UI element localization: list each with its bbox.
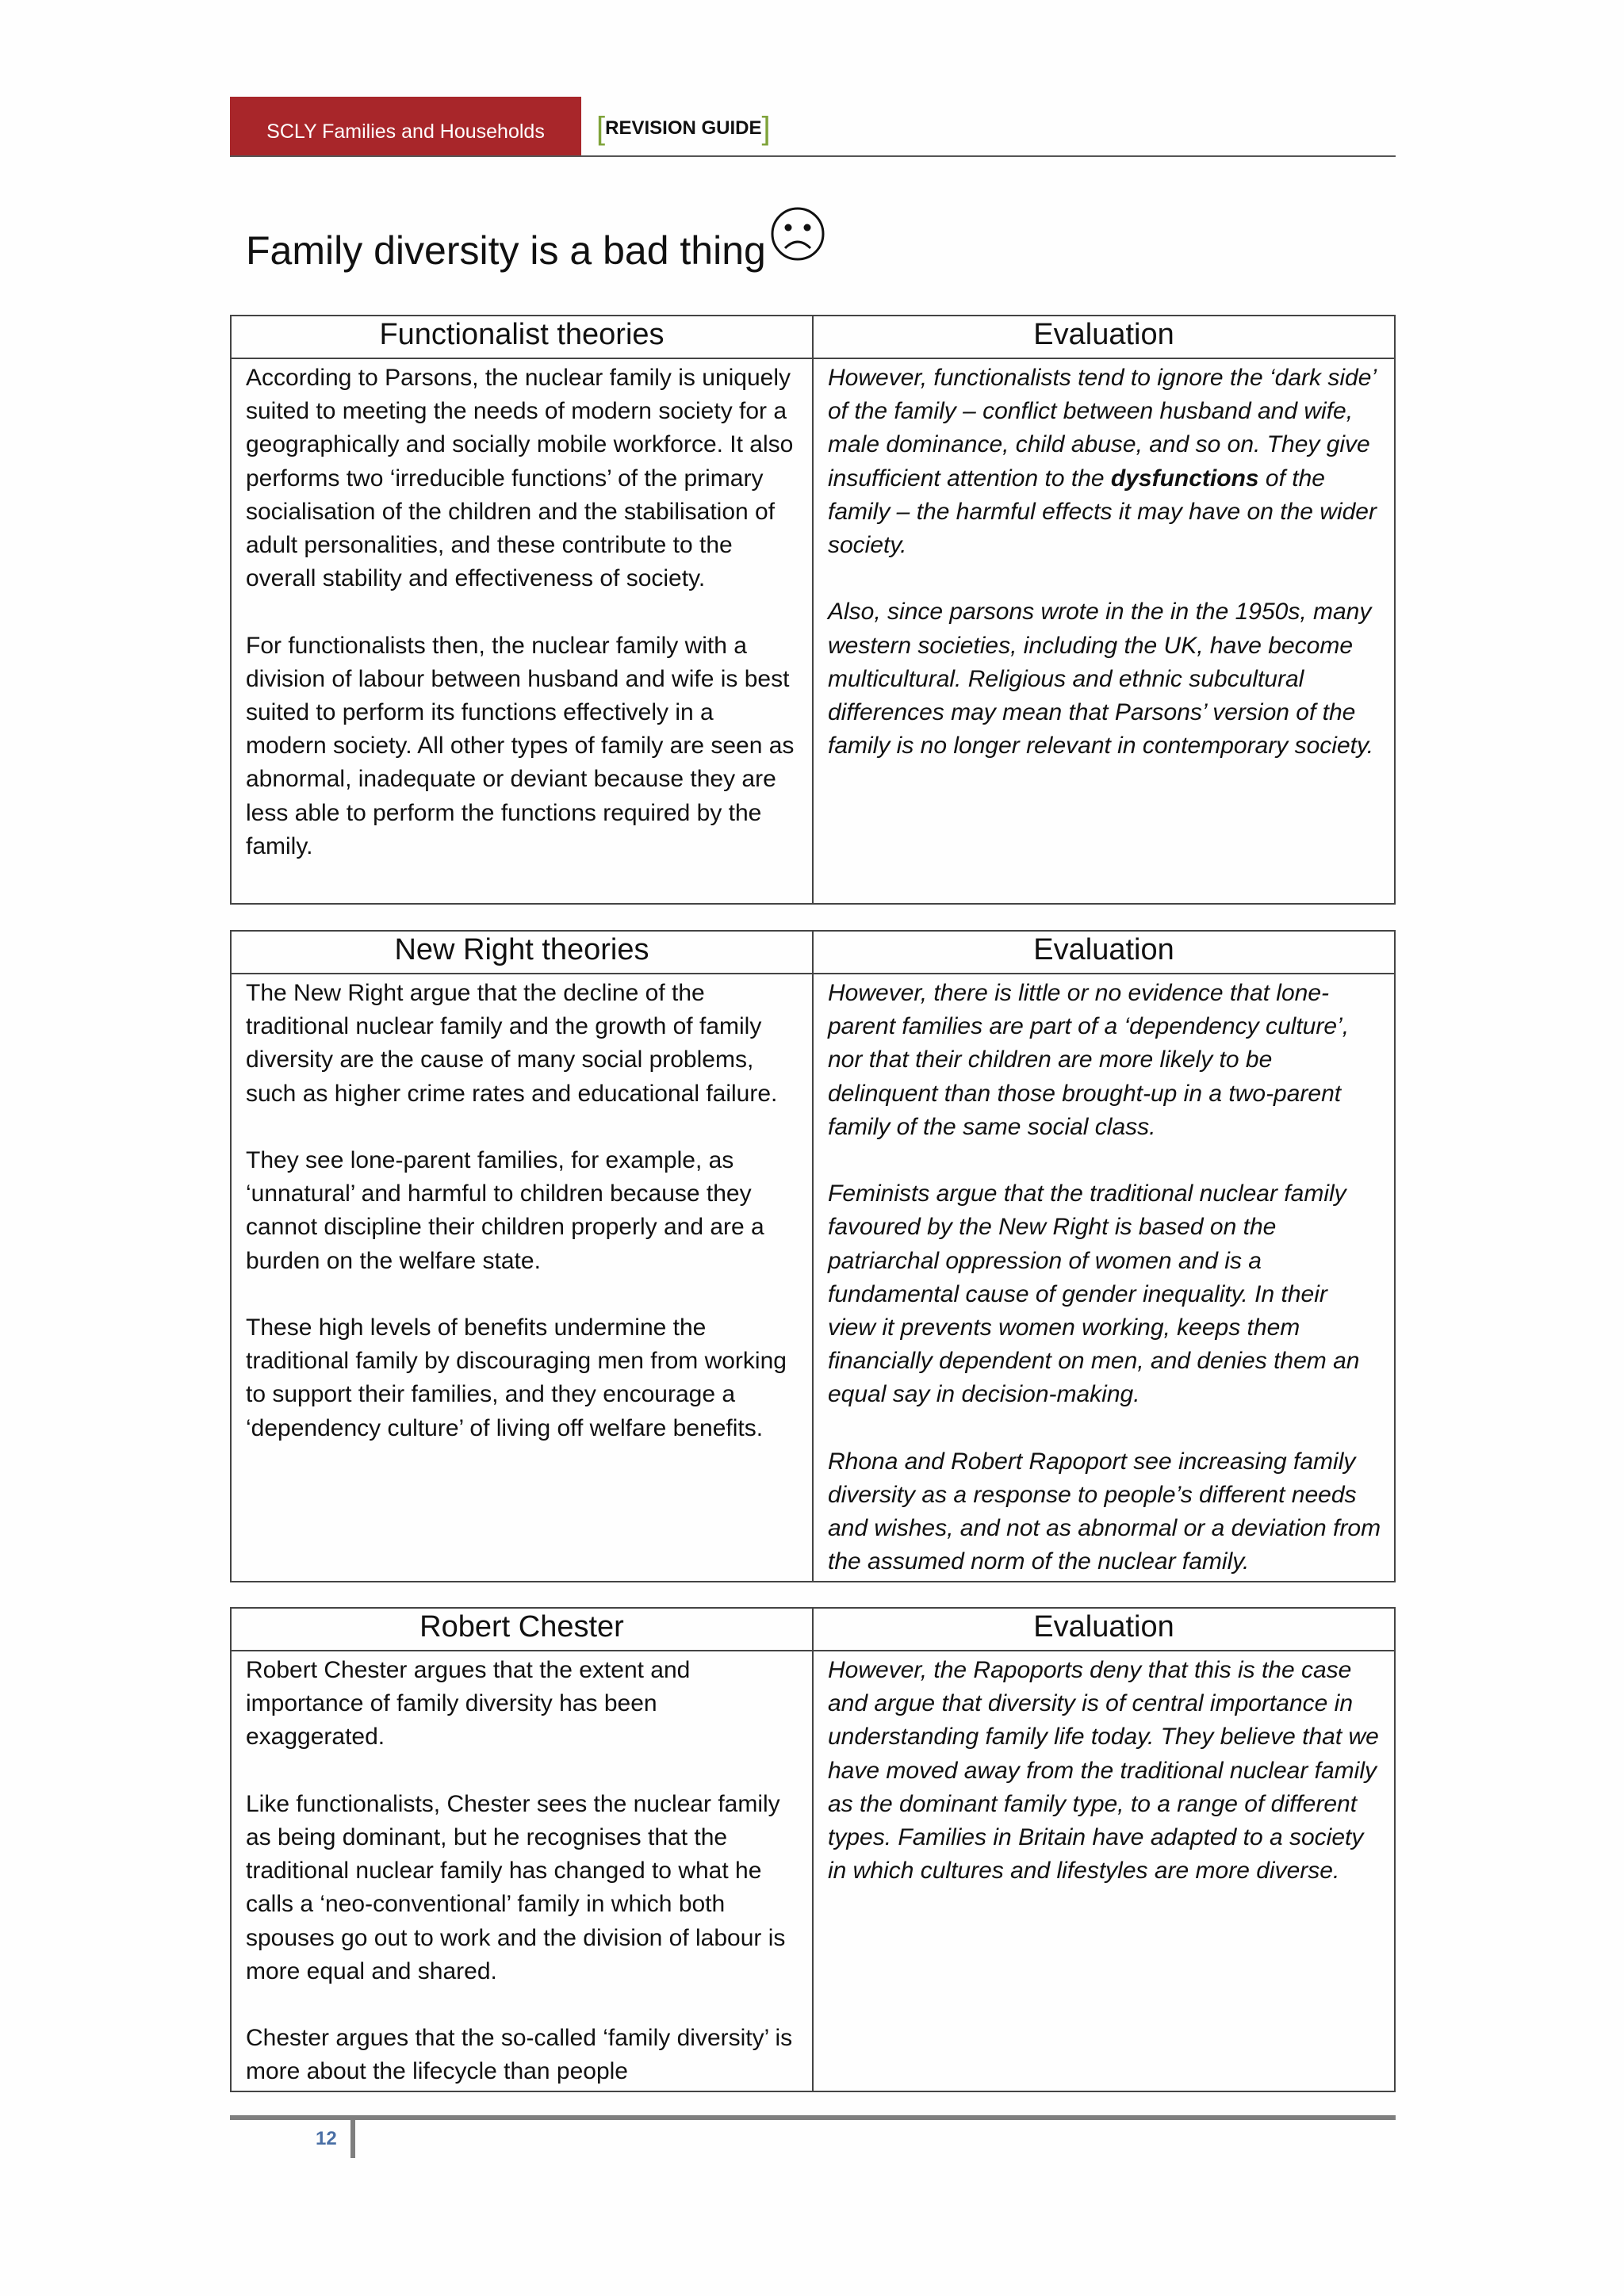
robert-chester-body	[231, 1651, 813, 2091]
page-title-row	[246, 202, 826, 274]
header-divider	[230, 155, 1396, 157]
paragraph: However, the Rapoports deny that this is the case and argue that diversity is of central importance in understanding family life today. They believe that we have moved away from the traditional nuclear family as the dominant family type, to a range of different types. Families in Britain have adapted to a society in which cultures and lifestyles are more diverse.	[828, 1657, 1379, 1885]
page-footer	[230, 2115, 1396, 2163]
paragraph: Like functionalists, Chester sees the nuclear family as being dominant, but he recognises that the traditional nuclear family has changed to what he calls a ‘neo-conventional’ family in which both spouses go out to work and the division of labour is more equal and shared.	[246, 1790, 786, 1984]
bracket-close: ]	[761, 111, 771, 146]
new-right-body	[231, 974, 813, 1582]
robert-chester-heading: Robert Chester	[231, 1608, 813, 1651]
paragraph: According to Parsons, the nuclear family is uniquely suited to meeting the needs of modern society for a geographically and socially mobile workforce. It also performs two ‘irreducible functions’ of the primary socialisation of the children and the stabilisation of adult personalities, and these contribute to the overall stability and effectiveness of society.	[246, 365, 794, 592]
functionalist-evaluation-body	[813, 358, 1395, 904]
header-course-banner	[230, 97, 581, 157]
robert-chester-evaluation-body	[813, 1651, 1395, 2091]
header-course-title: SCLY Families and Households	[266, 120, 545, 143]
paragraph: The New Right argue that the decline of the traditional nuclear family and the growth of family diversity are the cause of many social problems, such as higher crime rates and educational failure.	[246, 980, 778, 1107]
paragraph: Feminists argue that the traditional nuclear family favoured by the New Right is based on the patriarchal oppression of women and is a fundamental cause of gender inequality. In their view it prevents women working, keeps them financially dependent on men, and denies them an equal say in decision-making.	[828, 1181, 1360, 1408]
robert-chester-table	[230, 1607, 1396, 2092]
new-right-evaluation-heading: Evaluation	[813, 931, 1395, 974]
paragraph: These high levels of benefits undermine the traditional family by discouraging men from working to support their families, and they encourage a ‘dependency culture’ of living off welfare benefits.	[246, 1314, 787, 1441]
new-right-evaluation-body	[813, 974, 1395, 1582]
bold-term: dysfunctions	[1110, 465, 1259, 492]
text-span: of the family – the harmful effects it may have on the wider society.	[828, 465, 1377, 559]
functionalist-evaluation-heading: Evaluation	[813, 316, 1395, 358]
paragraph: However, there is little or no evidence that lone-parent families are part of a ‘dependency culture’, nor that their children are more likely to be delinquent than those brought-up in a two-parent family of the same social class.	[828, 980, 1350, 1140]
paragraph	[828, 362, 1381, 562]
page-header	[230, 97, 1396, 157]
robert-chester-evaluation-heading: Evaluation	[813, 1608, 1395, 1651]
page-title: Family diversity is a bad thing	[246, 228, 766, 273]
functionalist-heading: Functionalist theories	[231, 316, 813, 358]
paragraph: Also, since parsons wrote in the in the 1950s, many western societies, including the UK, have become multicultural. Religious and ethnic subcultural differences may mean that Parsons’ version of the family is no longer relevant in contemporary society.	[828, 599, 1374, 760]
paragraph: Robert Chester argues that the extent and importance of family diversity has been exaggerated.	[246, 1657, 691, 1751]
footer-divider	[230, 2115, 1396, 2120]
text-span: However, functionalists tend to ignore the ‘dark side’ of the family – conflict between husband and wife, male dominance, child abuse, and so on. They give insufficient attention to the	[828, 365, 1376, 492]
bracket-open: [	[596, 111, 606, 146]
frown-face-icon	[769, 205, 826, 262]
revision-guide-text: REVISION GUIDE	[605, 117, 762, 139]
footer-tick-mark	[350, 2118, 355, 2158]
paragraph: Chester argues that the so-called ‘family diversity’ is more about the lifecycle than people	[246, 2025, 793, 2085]
paragraph: Rhona and Robert Rapoport see increasing family diversity as a response to people’s different needs and wishes, and not as abnormal or a deviation from the assumed norm of the nuclear family.	[828, 1448, 1381, 1575]
functionalist-table	[230, 315, 1396, 905]
new-right-heading: New Right theories	[231, 931, 813, 974]
paragraph: For functionalists then, the nuclear family with a division of labour between husband and wife is best suited to perform its functions effectively in a modern society. All other types of family are seen as abnormal, inadequate or deviant because they are less able to perform the functions required by the family.	[246, 632, 795, 859]
header-guide-label	[596, 105, 771, 152]
functionalist-body	[231, 358, 813, 904]
page-number: 12	[316, 2128, 337, 2149]
new-right-table	[230, 930, 1396, 1582]
paragraph: They see lone-parent families, for example, as ‘unnatural’ and harmful to children because they cannot discipline their children properly and are a burden on the welfare state.	[246, 1147, 764, 1274]
